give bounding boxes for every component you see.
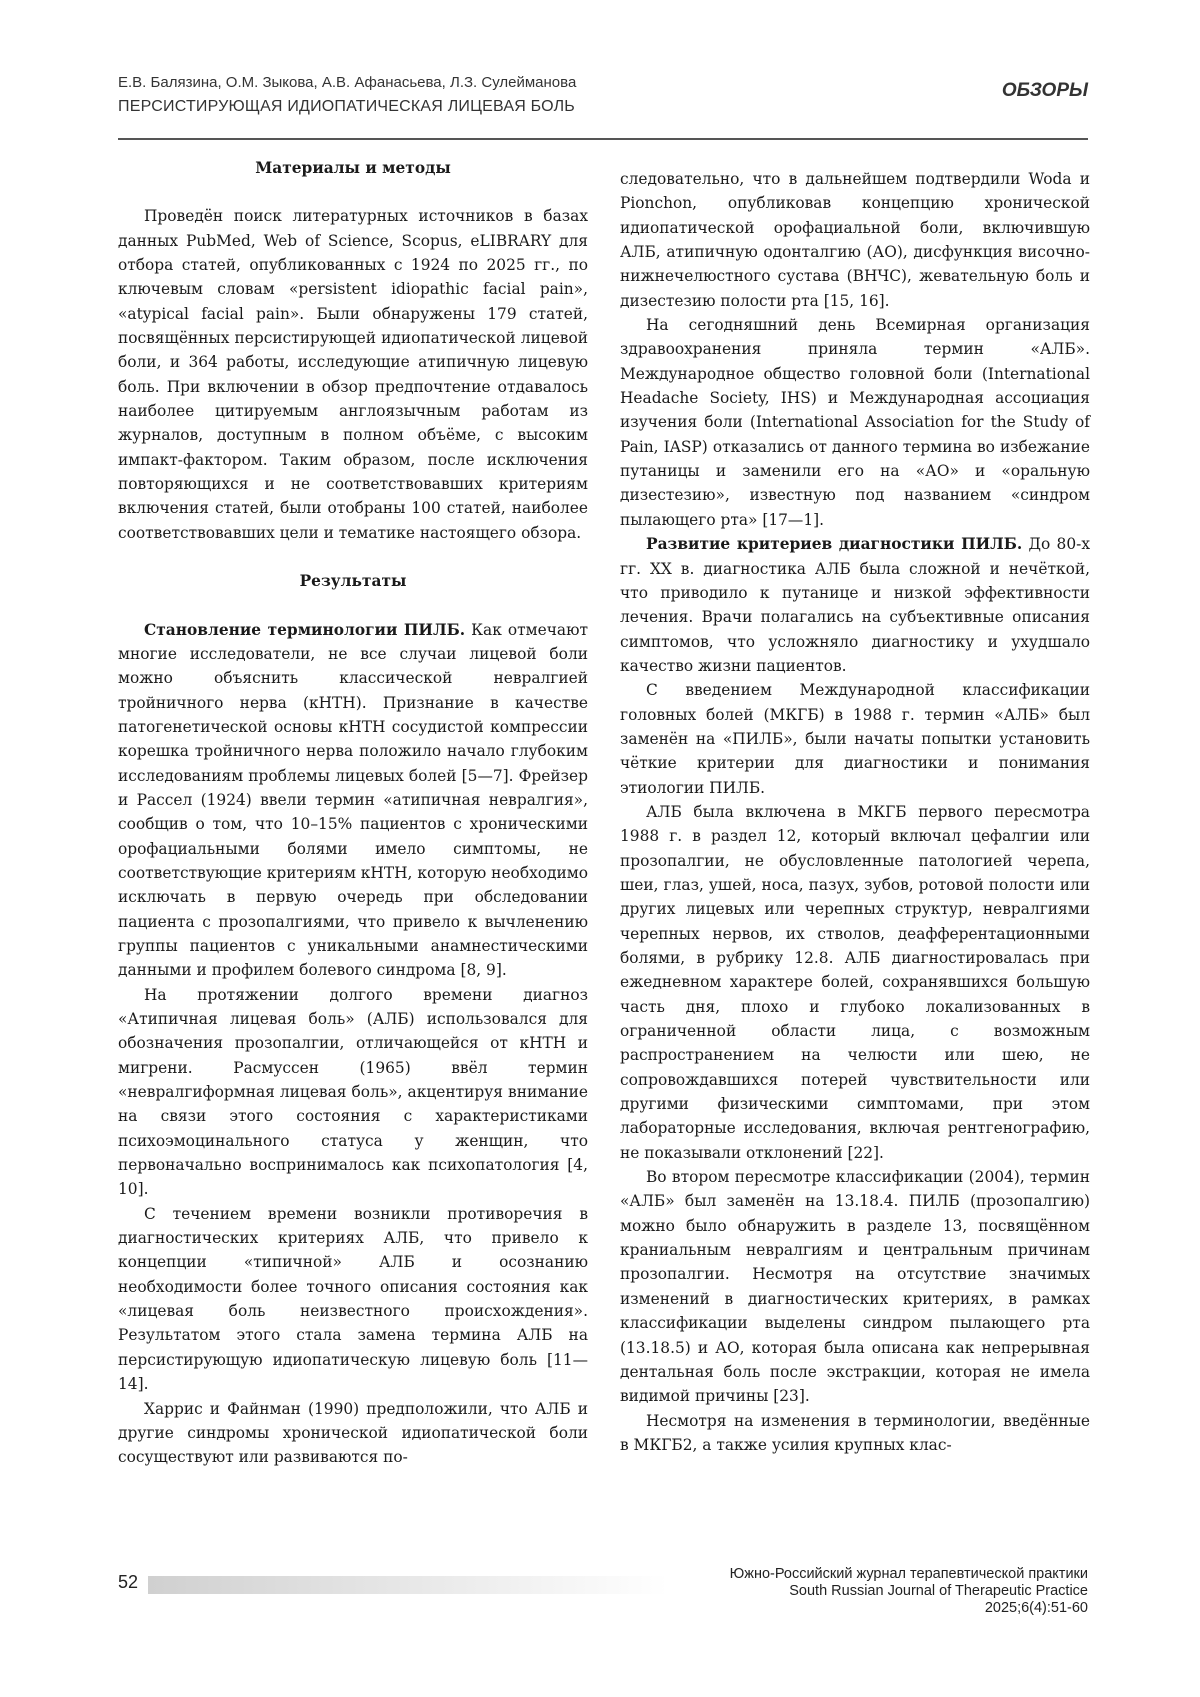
body-paragraph: С течением времени возникли противоречия в диагностических критериях АЛБ, что привело к концепции «типичной» АЛБ и осознанию необходимости более точного описания состояния как «лицевая боль неизвестного происхождения». Результатом этого стала замена термина АЛБ на персистирующую идиопатическую лицевую боль [11—14]. <box>118 1204 588 1394</box>
page-number: 52 <box>118 1572 139 1592</box>
criteria-paragraph <box>620 532 1090 678</box>
results-heading: Результаты <box>299 572 407 591</box>
header-authors: Е.В. Балязина, О.М. Зыкова, А.В. Афанасьева, Л.З. Сулейманова <box>118 74 577 91</box>
methods-paragraph: Проведён поиск литературных источников в базах данных PubMed, Web of Science, Scopus, eLIBRARY для отбора статей, опубликованных с 1924 по 2025 гг., по ключевым словам «persistent idiopathic facial pain», «atypical facial pain». Были обнаружены 179 статей, посвящённых персистирующей идиопатической лицевой боли, и 364 работы, исследующие атипичную лицевую боль. При включении в обзор предпочтение отдавалось наиболее цитируемым англоязычным работам из журналов, доступным в полном объёме, с высоким импакт-фактором. Таким образом, после исключения повторяющихся и не соответствовавших критериям включения статей, были отобраны 100 статей, наиболее соответствовавших цели и тематике настоящего обзора. <box>118 207 588 542</box>
journal-name-ru: Южно-Российский журнал терапевтической практики <box>729 1566 1088 1582</box>
header-article-title: ПЕРСИСТИРУЮЩАЯ ИДИОПАТИЧЕСКАЯ ЛИЦЕВАЯ БОЛЬ <box>118 98 576 115</box>
journal-info <box>730 1566 1088 1617</box>
header-section-label: ОБЗОРЫ <box>1001 80 1088 101</box>
terminology-lead: Становление терминологии ПИЛБ. <box>144 620 466 639</box>
journal-name-en: South Russian Journal of Therapeutic Practice <box>789 1583 1088 1599</box>
body-paragraph: На протяжении долгого времени диагноз «Атипичная лицевая боль» (АЛБ) использовался для обозначения прозопалгии, отличающейся от кНТН и мигрени. Расмуссен (1965) ввёл термин «невралгиформная лицевая боль», акцентируя внимание на связи этого состояния с характеристиками психоэмоцинального статуса у женщин, что первоначально воспринималось как психопатология [4, 10]. <box>118 985 588 1199</box>
left-column <box>118 156 588 1470</box>
footer-gradient-bar <box>148 1576 668 1594</box>
body-paragraph: Несмотря на изменения в терминологии, введённые в МКГБ2, а также усилия крупных клас- <box>620 1411 1090 1454</box>
terminology-paragraph <box>118 618 588 983</box>
body-paragraph: Во втором пересмотре классификации (2004), термин «АЛБ» был заменён на 13.18.4. ПИЛБ (прозопалгию) можно было обнаружить в разделе 13, посвящённом краниальным невралгиям и центральным причинам прозопалгии. Несмотря на отсутствие значимых изменений в диагностических критериях, в рамках классификации выделены синдром пылающего рта (13.18.5) и АО, которая была описана как непрерывная дентальная боль после экстракции, которая не имела видимой причины [23]. <box>620 1168 1090 1406</box>
body-paragraph: Харрис и Файнман (1990) предположили, что АЛБ и другие синдромы хронической идиопатической боли сосуществуют или развиваются по- <box>118 1399 588 1467</box>
body-paragraph: АЛБ была включена в МКГБ первого пересмотра 1988 г. в раздел 12, который включал цефалгии или прозопалгии, не обусловленные патологией черепа, шеи, глаз, ушей, носа, пазух, зубов, ротовой полости или других лицевых или черепных структур, невралгиями черепных нервов, их стволов, деафферентационными болями, в рубрику 12.8. АЛБ диагностировалась при ежедневном характере болей, сохранявшихся большую часть дня, плохо и глубоко локализованных в ограниченной области лица, с возможным распространением на челюсти или шею, не сопровождавшихся потерей чувствительности или другими физическими симптомами, при этом лабораторные исследования, включая рентгенографию, не показывали отклонений [22]. <box>620 802 1090 1162</box>
right-column <box>620 167 1090 1457</box>
journal-citation: 2025;6(4):51-60 <box>984 1600 1088 1616</box>
body-paragraph: С введением Международной классификации головных болей (МКГБ) в 1988 г. термин «АЛБ» был заменён на «ПИЛБ», были начаты попытки установить чёткие критерии для диагностики и понимания этиологии ПИЛБ. <box>620 681 1090 797</box>
methods-heading: Материалы и методы <box>255 159 451 177</box>
body-paragraph: следовательно, что в дальнейшем подтвердили Woda и Pionchon, опубликовав концепцию хронической идиопатической орофациальной боли, включившую АЛБ, атипичную одонталгию (АО), дисфункция височно-нижнечелюстного сустава (ВНЧС), жевательную боль и дизестезию полости рта [15, 16]. <box>620 170 1090 310</box>
body-paragraph: На сегодняшний день Всемирная организация здравоохранения приняла термин «АЛБ». Международное общество головной боли (International Headache Society, IHS) и Международная ассоциация изучения боли (International Association for the Study of Pain, IASP) отказались от данного термина во избежание путаницы и заменили его на «АО» и «оральную дизестезию», известную под названием «синдром пылающего рта» [17—1]. <box>620 316 1090 529</box>
header-divider <box>118 138 1088 140</box>
terminology-text: Как отмечают многие исследователи, не все случаи лицевой боли можно объяснить классической невралгией тройничного нерва (кНТН). Признание в качестве патогенетической основы кНТН сосудистой компрессии корешка тройничного нерва положило начало глубоким исследованиям проблемы лицевых болей [5—7]. Фрейзер и Рассел (1924) ввели термин «атипичная невралгия», сообщив о том, что 10–15% пациентов с хроническими орофациальными болями имело симптомы, не соответствующие критериям кНТН, которую необходимо исключать в первую очередь при обследовании пациента с прозопалгиями, что привело к вычленению группы пациентов с уникальными анамнестическими данными и профилем болевого синдрома [8, 9]. <box>118 620 589 980</box>
criteria-text: До 80-х гг. XX в. диагностика АЛБ была сложной и нечёткой, что приводило к путанице и низкой эффективности лечения. Врачи полагались на субъективные описания симптомов, что усложняло диагностику и ухудшало качество жизни пациентов. <box>620 535 1091 675</box>
criteria-lead: Развитие критериев диагностики ПИЛБ. <box>646 535 1023 554</box>
